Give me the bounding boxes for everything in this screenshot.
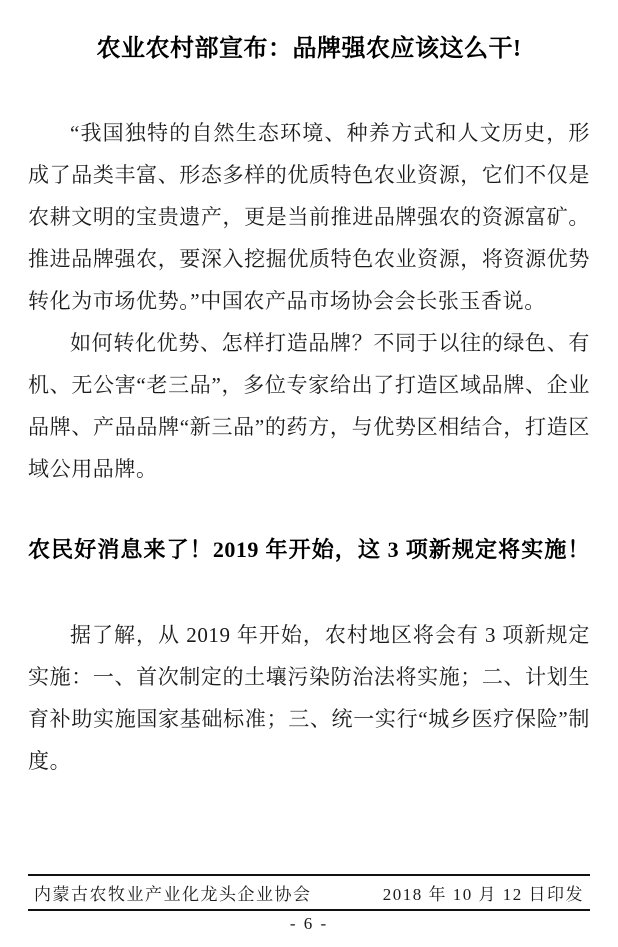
page-footer bbox=[28, 874, 590, 934]
article-1-paragraph-1: “我国独特的自然生态环境、种养方式和人文历史，形成了品类丰富、形态多样的优质特色农业资源，它们不仅是农耕文明的宝贵遗产，更是当前推进品牌强农的资源富矿。推进品牌强农，要深入挖掘优质特色农业资源，将资源优势转化为市场优势。”中国农产品市场协会会长张玉香说。 bbox=[28, 121, 590, 313]
footer-issue-date: 2018 年 10 月 12 日印发 bbox=[382, 885, 584, 904]
article-2-title: 农民好消息来了！2019 年开始，这 3 项新规定将实施！ bbox=[28, 537, 590, 562]
footer-issuer: 内蒙古农牧业产业化龙头企业协会 bbox=[34, 885, 312, 904]
article-1-paragraph-2: 如何转化优势、怎样打造品牌？不同于以往的绿色、有机、无公害“老三品”，多位专家给出了打造区域品牌、企业品牌、产品品牌“新三品”的药方，与优势区相结合，打造区域公用品牌。 bbox=[28, 331, 590, 481]
article-2-paragraph-1: 据了解，从 2019 年开始，农村地区将会有 3 项新规定实施：一、首次制定的土壤污染防治法将实施；二、计划生育补助实施国家基础标准；三、统一实行“城乡医疗保险”制度。 bbox=[28, 623, 590, 773]
page-number: - 6 - bbox=[289, 914, 329, 933]
footer-imprint-row bbox=[28, 874, 590, 911]
article-1-title: 农业农村部宣布：品牌强农应该这么干! bbox=[96, 36, 522, 62]
